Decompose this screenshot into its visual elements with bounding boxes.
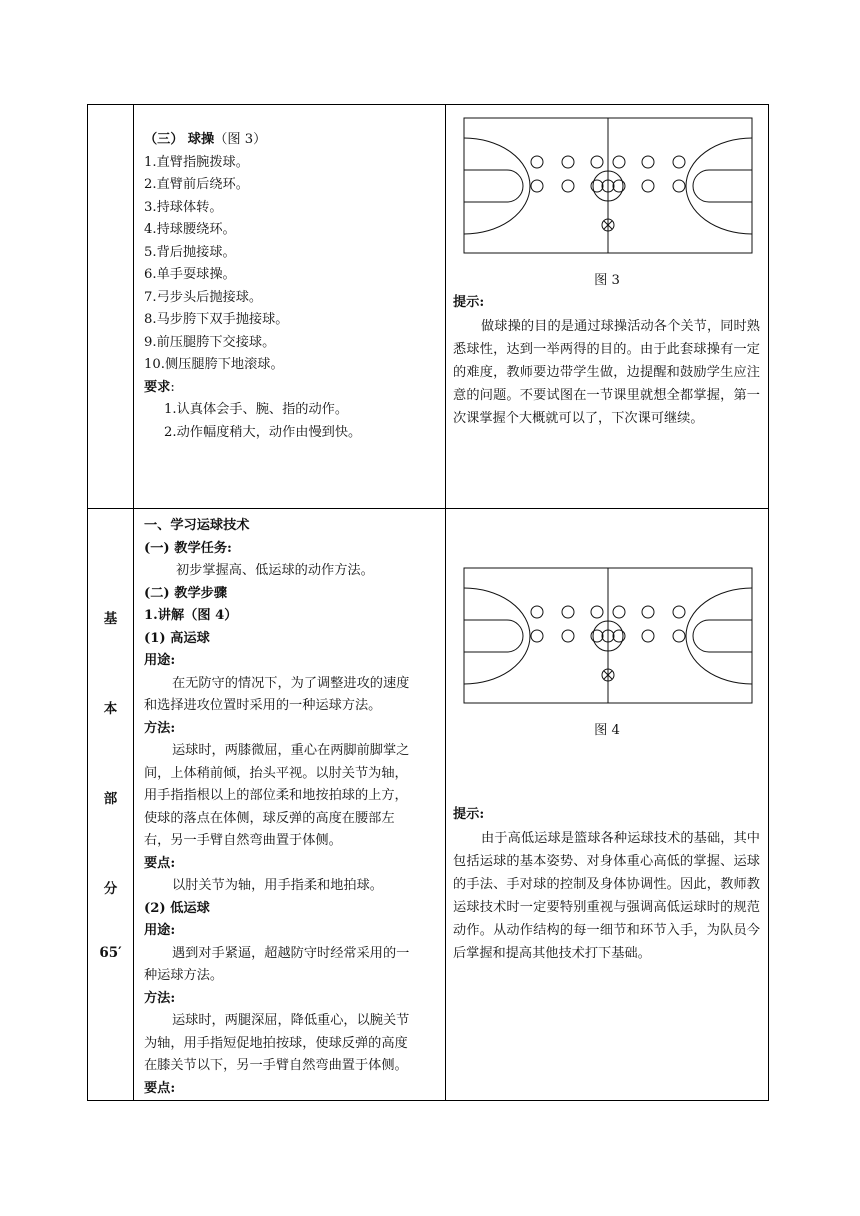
requirements-label: 要求:	[144, 379, 175, 395]
lesson-plan-table	[87, 104, 769, 1101]
text-line: 右，另一手臂自然弯曲置于体侧。	[144, 833, 342, 848]
text-line: 用手指指根以上的部位柔和地按拍球的上方，	[144, 788, 408, 803]
text-line: (一) 教学任务:	[144, 540, 232, 556]
list-item: 2.直臂前后绕环。	[144, 177, 249, 192]
tip-label: 提示:	[453, 295, 485, 310]
text-line: 要点:	[144, 1080, 176, 1096]
figure-4-caption: 图 4	[594, 723, 620, 738]
section-label-char: 部	[103, 791, 118, 807]
figure-3-cell	[446, 105, 769, 509]
list-item: 7.弓步头后抛接球。	[144, 289, 263, 305]
text-line: 和选择进攻位置时采用的一种运球方法。	[144, 698, 382, 713]
text-line: 运球时，两腿深屈，降低重心，以腕关节	[172, 1013, 410, 1028]
text-line: 间，上体稍前倾，抬头平视。以肘关节为轴，	[144, 765, 408, 781]
text-line: (2) 低运球	[144, 900, 210, 916]
text-line: 一、学习运球技术	[144, 518, 250, 533]
requirement-item: 2.动作幅度稍大，动作由慢到快。	[164, 424, 362, 440]
section-label-char: 分	[103, 881, 118, 897]
dribbling-content	[134, 509, 446, 1101]
text-line: 以肘关节为轴，用手指柔和地拍球。	[172, 878, 383, 893]
section-label-char: 本	[103, 701, 118, 717]
text-line: 为轴，用手指短促地拍按球，使球反弹的高度	[144, 1035, 408, 1051]
text-line: 方法:	[144, 990, 176, 1006]
list-item: 4.持球腰绕环。	[144, 222, 236, 237]
text-line: 1.讲解（图 4）	[144, 608, 238, 623]
list-item: 5.背后抛接球。	[144, 244, 236, 260]
text-line: 遇到对手紧逼，超越防守时经常采用的一	[172, 945, 410, 961]
tip-text: 做球操的目的是通过球操活动各个关节，同时熟悉球性，达到一举两得的目的。由于此套球操有一定的难度，教师要边带学生做，边提醒和鼓励学生应注意的问题。不要试图在一节课里就想全都掌握，第一次课掌握个大概就可以了，下次课可继续。	[453, 318, 760, 426]
text-line: 种运球方法。	[144, 968, 224, 983]
list-item: 10.侧压腿胯下地滚球。	[144, 357, 284, 372]
text-line: 运球时，两膝微屈，重心在两脚前脚掌之	[172, 743, 410, 758]
section-time: 65′	[99, 945, 122, 961]
ball-exercise-content	[134, 105, 446, 509]
dribbling-row	[88, 509, 769, 1101]
text-line: 用途:	[144, 653, 176, 668]
tip-text: 由于高低运球是篮球各种运球技术的基础，其中包括运球的基本姿势、对身体重心高低的掌握、运球的手法、手对球的控制及身体协调性。因此，教师教运球技术时一定要特别重视与强调高低运球时的规范动作。从动作结构的每一细节和环节入手，为队员今后掌握和提高其他技术打下基础。	[453, 830, 760, 961]
text-line: 要点:	[144, 855, 176, 871]
figure-4-cell	[446, 509, 769, 1101]
section-label-cell	[88, 509, 134, 1101]
list-item: 8.马步胯下双手抛接球。	[144, 312, 289, 327]
text-line: (1) 高运球	[144, 630, 210, 646]
tip-label: 提示:	[453, 807, 485, 822]
ball-exercise-row	[88, 105, 769, 509]
text-line: 用途:	[144, 923, 176, 938]
section-label-char: 基	[103, 611, 118, 627]
dribbling-text	[134, 509, 445, 1100]
text-line: 方法:	[144, 720, 176, 736]
text-line: (二) 教学步骤	[144, 585, 228, 601]
list-item: 1.直臂指腕拨球。	[144, 154, 249, 170]
list-item: 3.持球体转。	[144, 199, 223, 215]
basketball-court-figure-3	[463, 115, 755, 257]
text-line: 使球的落点在体侧，球反弹的高度在腰部左	[144, 810, 395, 826]
basketball-court-figure-4	[463, 565, 755, 707]
upper-side-cell	[88, 105, 134, 509]
text-line: 初步掌握高、低运球的动作方法。	[176, 563, 374, 578]
ball-exercise-heading: （三） 球操（图 3）	[144, 132, 267, 147]
text-line: 在膝关节以下，另一手臂自然弯曲置于体侧。	[144, 1058, 408, 1073]
list-item: 6.单手耍球操。	[144, 267, 236, 282]
figure-3-caption: 图 3	[594, 273, 620, 288]
ball-exercise-list	[144, 152, 439, 377]
requirement-item: 1.认真体会手、腕、指的动作。	[164, 402, 349, 417]
text-line: 在无防守的情况下，为了调整进攻的速度	[172, 675, 410, 691]
list-item: 9.前压腿胯下交接球。	[144, 334, 276, 350]
